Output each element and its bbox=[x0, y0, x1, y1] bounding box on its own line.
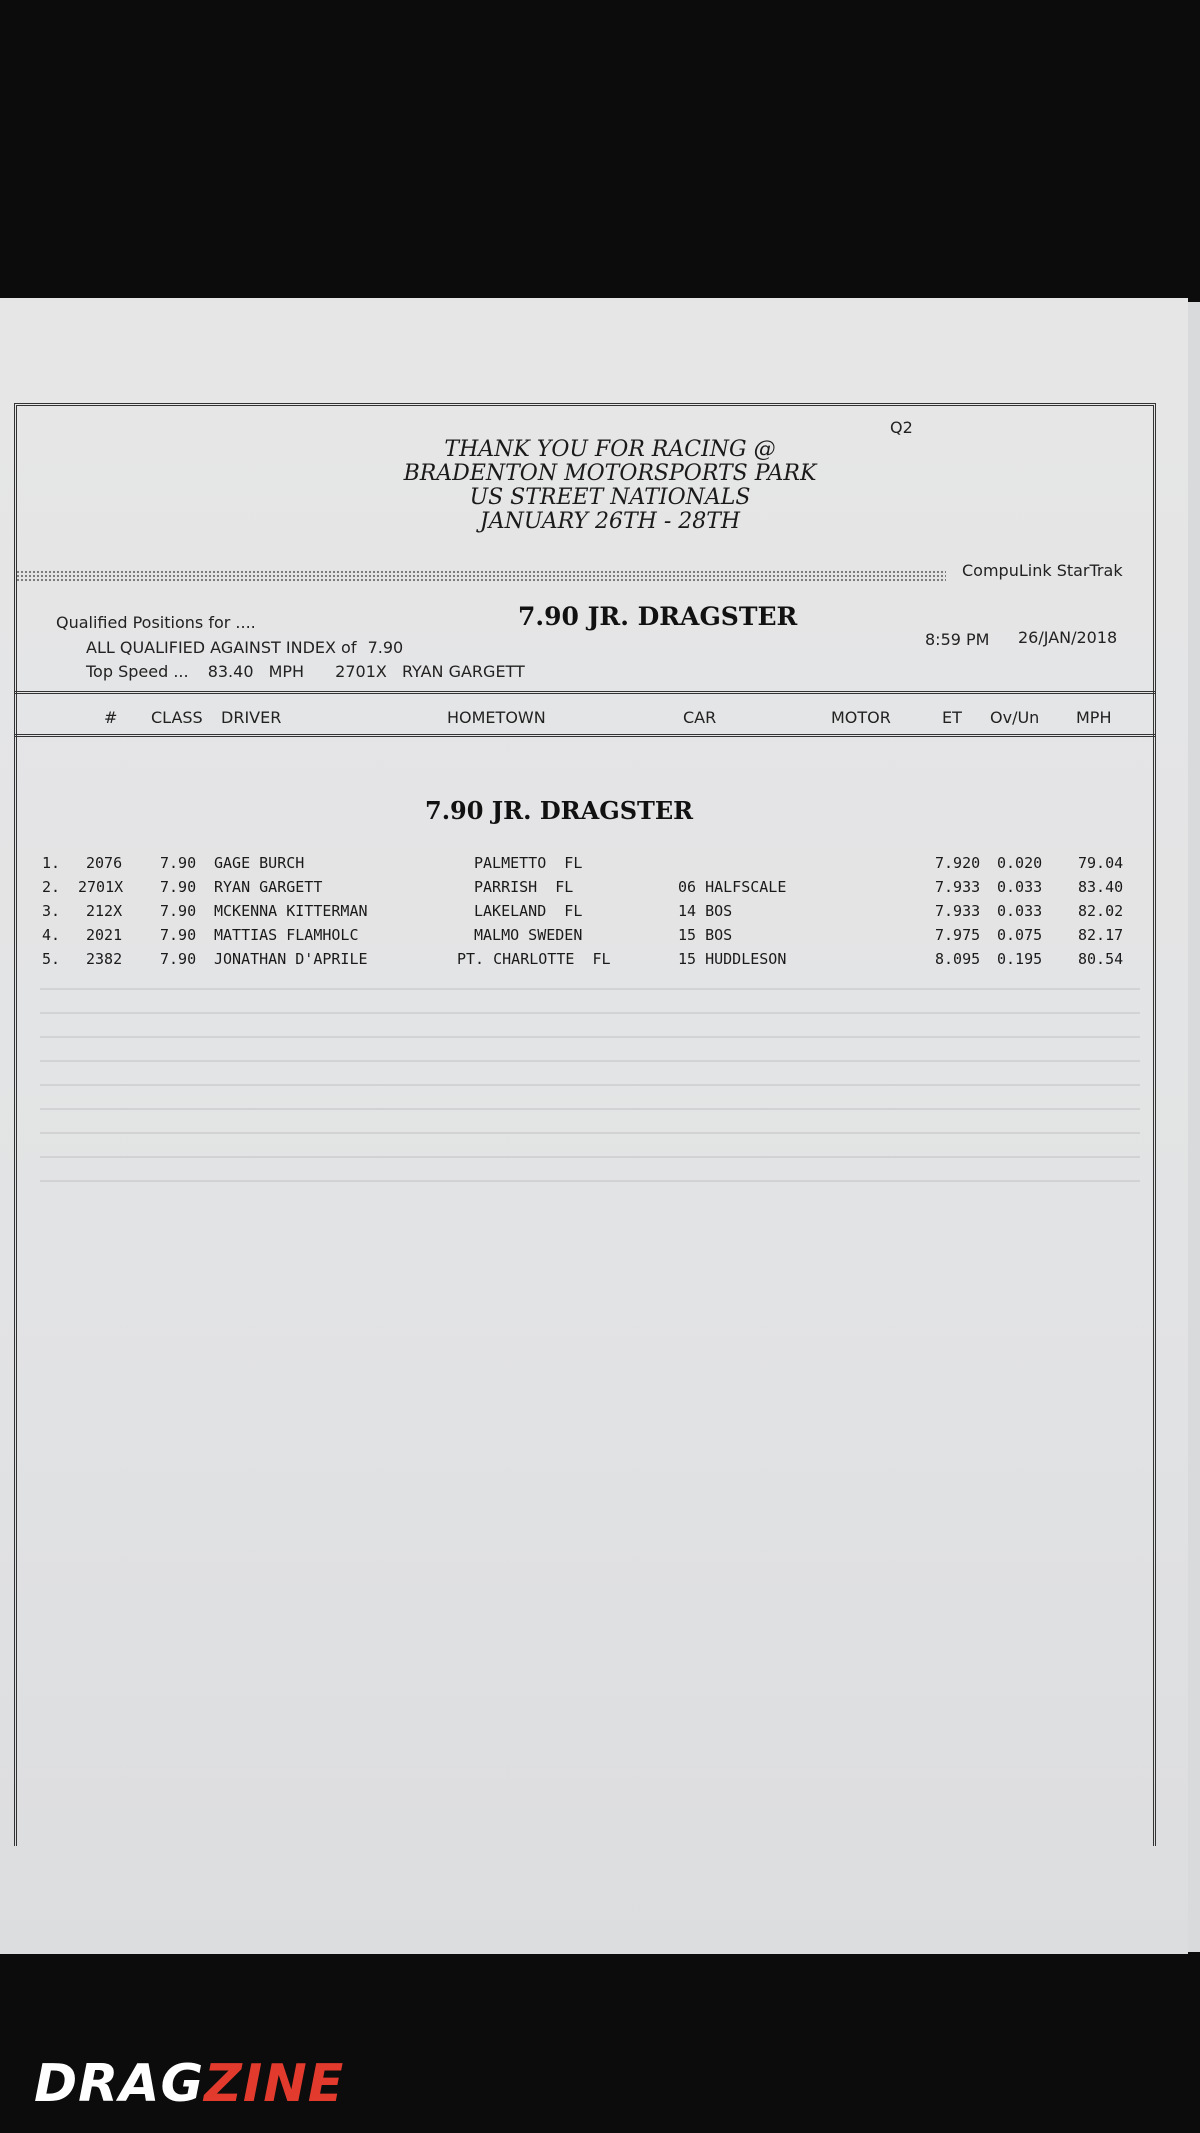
col-motor: MOTOR bbox=[831, 708, 891, 727]
row-ovun: 0.033 bbox=[997, 878, 1043, 896]
row-ovun: 0.020 bbox=[997, 854, 1043, 872]
row-et: 7.933 bbox=[935, 902, 981, 920]
row-car: 06 HALFSCALE bbox=[678, 878, 787, 896]
header-line-4: JANUARY 26TH - 28TH bbox=[479, 509, 741, 534]
results-sheet bbox=[0, 298, 1188, 1954]
dotted-separator bbox=[16, 570, 946, 582]
top-speed-car: 2701X bbox=[335, 662, 387, 681]
index-value: 7.90 bbox=[367, 638, 404, 657]
row-mph: 80.54 bbox=[1078, 950, 1124, 968]
row-position: 3. bbox=[42, 902, 61, 920]
row-mph: 79.04 bbox=[1078, 854, 1124, 872]
row-ovun: 0.033 bbox=[997, 902, 1043, 920]
row-mph: 82.17 bbox=[1078, 926, 1124, 944]
row-number: 2382 bbox=[86, 950, 123, 968]
row-mph: 83.40 bbox=[1078, 878, 1124, 896]
row-driver: MATTIAS FLAMHOLC bbox=[214, 926, 359, 944]
top-speed-unit: MPH bbox=[268, 662, 305, 681]
row-number: 2021 bbox=[86, 926, 123, 944]
index-label: ALL QUALIFIED AGAINST INDEX of bbox=[86, 638, 357, 657]
row-ovun: 0.195 bbox=[997, 950, 1043, 968]
row-car: 15 BOS bbox=[678, 926, 733, 944]
event-header bbox=[380, 438, 840, 534]
row-class: 7.90 bbox=[160, 854, 197, 872]
logo-part-drag: DRAG bbox=[34, 2054, 205, 2114]
dragzine-logo bbox=[34, 2056, 344, 2112]
top-speed-driver: RYAN GARGETT bbox=[401, 662, 525, 681]
row-driver: MCKENNA KITTERMAN bbox=[214, 902, 368, 920]
result-row bbox=[0, 902, 1188, 924]
result-row bbox=[0, 926, 1188, 948]
row-hometown: MALMO SWEDEN bbox=[474, 926, 583, 944]
col-et: ET bbox=[942, 708, 962, 727]
result-row bbox=[0, 878, 1188, 900]
print-date: 26/JAN/2018 bbox=[1018, 628, 1118, 647]
row-position: 4. bbox=[42, 926, 61, 944]
col-hometown: HOMETOWN bbox=[447, 708, 546, 727]
row-class: 7.90 bbox=[160, 902, 197, 920]
col-ovun: Ov/Un bbox=[990, 708, 1040, 727]
top-speed-label: Top Speed ... bbox=[86, 662, 189, 681]
col-num: # bbox=[104, 708, 118, 727]
logo-part-zine: ZINE bbox=[204, 2054, 345, 2114]
row-number: 2076 bbox=[86, 854, 123, 872]
row-driver: RYAN GARGETT bbox=[214, 878, 323, 896]
class-title: 7.90 JR. DRAGSTER bbox=[518, 602, 798, 631]
row-class: 7.90 bbox=[160, 950, 197, 968]
row-class: 7.90 bbox=[160, 926, 197, 944]
top-speed-line bbox=[86, 662, 535, 681]
result-row bbox=[0, 854, 1188, 876]
row-class: 7.90 bbox=[160, 878, 197, 896]
row-position: 5. bbox=[42, 950, 61, 968]
row-hometown: PARRISH FL bbox=[474, 878, 574, 896]
row-number: 212X bbox=[86, 902, 123, 920]
bleed-through-texture bbox=[40, 988, 1140, 1308]
top-speed-value: 83.40 bbox=[207, 662, 254, 681]
row-driver: GAGE BURCH bbox=[214, 854, 305, 872]
row-et: 7.975 bbox=[935, 926, 981, 944]
header-rule-top bbox=[14, 691, 1156, 694]
row-hometown: PT. CHARLOTTE FL bbox=[457, 950, 611, 968]
row-mph: 82.02 bbox=[1078, 902, 1124, 920]
col-car: CAR bbox=[683, 708, 717, 727]
section-title: 7.90 JR. DRAGSTER bbox=[425, 796, 694, 825]
col-driver: DRIVER bbox=[221, 708, 282, 727]
index-line bbox=[86, 638, 403, 657]
header-line-1: THANK YOU FOR RACING @ bbox=[444, 437, 776, 462]
row-position: 1. bbox=[42, 854, 61, 872]
header-rule-bottom bbox=[14, 734, 1156, 737]
row-driver: JONATHAN D'APRILE bbox=[214, 950, 368, 968]
row-hometown: LAKELAND FL bbox=[474, 902, 583, 920]
row-et: 7.920 bbox=[935, 854, 981, 872]
row-car: 14 BOS bbox=[678, 902, 733, 920]
print-time: 8:59 PM bbox=[925, 630, 990, 649]
row-car: 15 HUDDLESON bbox=[678, 950, 787, 968]
col-mph: MPH bbox=[1076, 708, 1112, 727]
row-position: 2. bbox=[42, 878, 61, 896]
row-hometown: PALMETTO FL bbox=[474, 854, 583, 872]
col-class: CLASS bbox=[151, 708, 203, 727]
header-line-2: BRADENTON MOTORSPORTS PARK bbox=[403, 461, 817, 486]
row-ovun: 0.075 bbox=[997, 926, 1043, 944]
row-et: 7.933 bbox=[935, 878, 981, 896]
row-et: 8.095 bbox=[935, 950, 981, 968]
timing-system-label: CompuLink StarTrak bbox=[962, 561, 1123, 580]
header-line-3: US STREET NATIONALS bbox=[469, 485, 751, 510]
qualified-label: Qualified Positions for .... bbox=[56, 613, 256, 632]
row-number: 2701X bbox=[78, 878, 124, 896]
result-row bbox=[0, 950, 1188, 972]
sheet-code: Q2 bbox=[890, 418, 913, 437]
